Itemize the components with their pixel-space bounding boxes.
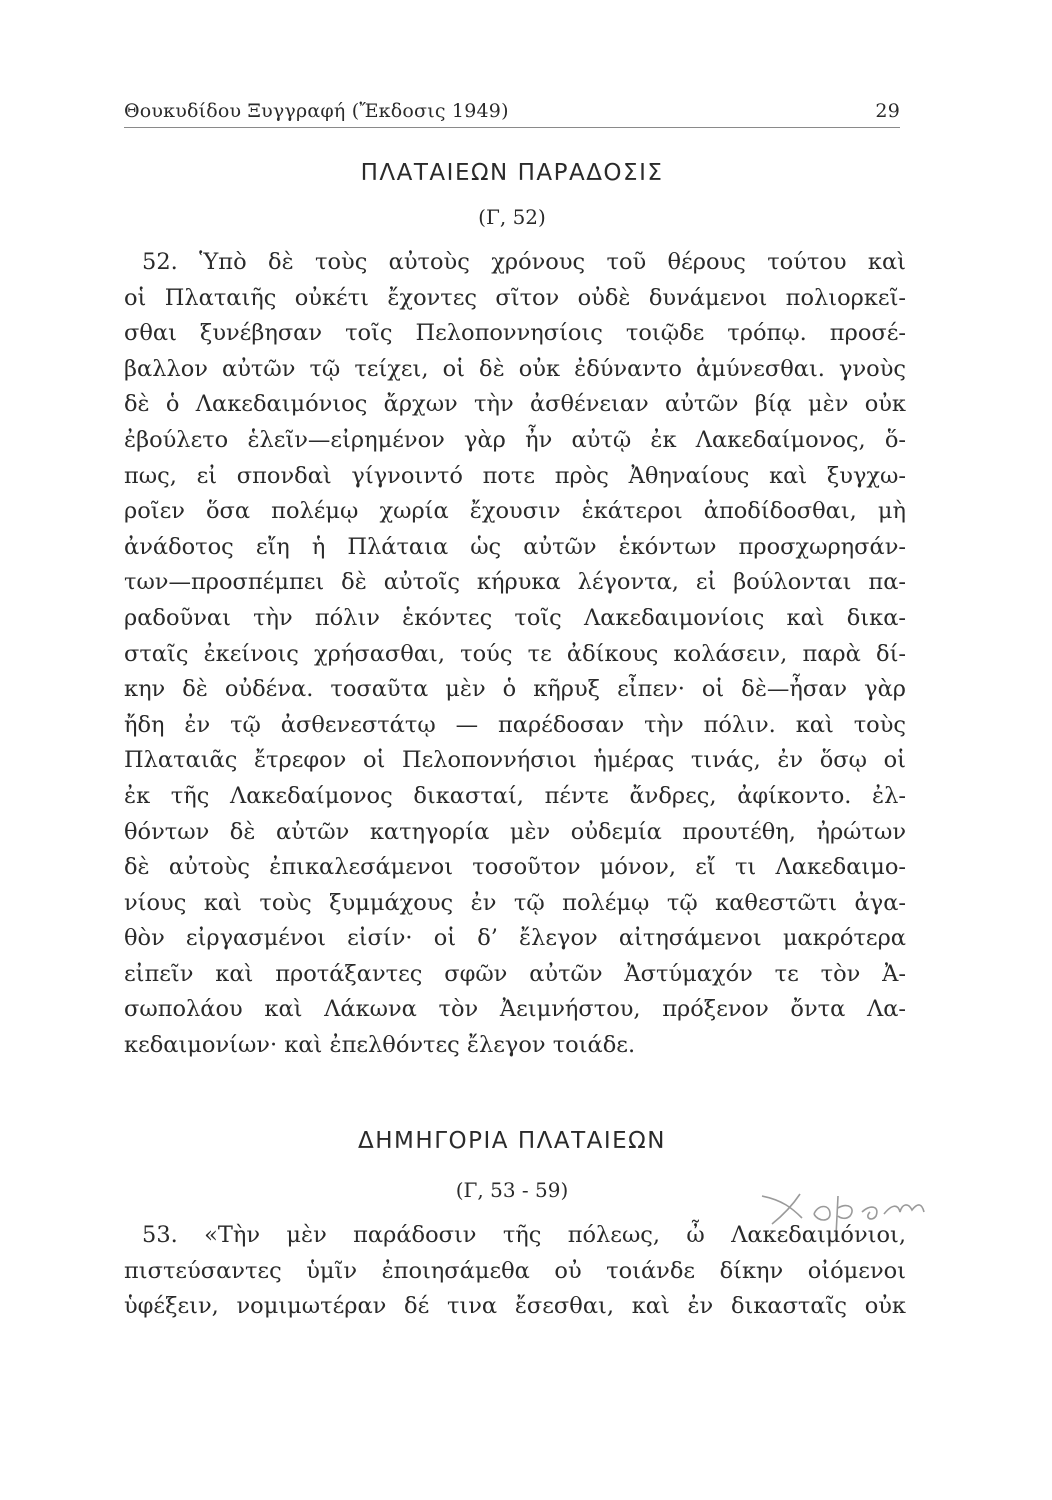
text-line: εἰπεῖν καὶ προτάξαντες σφῶν αὐτῶν Ἀστύμαχόν τε τὸν Ἀ- [124, 960, 906, 987]
text-line: δὲ ὁ Λακεδαιμόνιος ἄρχων τὴν ἀσθένειαν αὐτῶν βίᾳ μὲν οὐκ [124, 391, 906, 418]
text-line: δὲ αὐτοὺς ἐπικαλεσάμενοι τοσοῦτον μόνον, εἴ τι Λακεδαιμο- [124, 854, 906, 881]
text-line: σωπολάου καὶ Λάκωνα τὸν Ἀειμνήστου, πρόξενον ὄντα Λα- [124, 996, 906, 1023]
text-line: σθαι ξυνέβησαν τοῖς Πελοποννησίοις τοιῷδε τρόπῳ. προσέ- [124, 320, 906, 347]
text-line: ροῖεν ὅσα πολέμῳ χωρία ἔχουσιν ἑκάτεροι ἀποδίδοσθαι, μὴ [124, 498, 906, 525]
text-line: 52. Ὑπὸ δὲ τοὺς αὐτοὺς χρόνους τοῦ θέρους τούτου καὶ [142, 249, 906, 275]
header-rule [124, 127, 900, 128]
text-line: των—προσπέμπει δὲ αὐτοῖς κήρυκα λέγοντα, εἰ βούλονται πα- [124, 569, 906, 596]
text-line: οἱ Πλαταιῆς οὐκέτι ἔχοντες σῖτον οὐδὲ δυνάμενοι πολιορκεῖ- [124, 284, 906, 311]
section-ref-52: (Γ, 52) [478, 205, 546, 229]
text-line: θὸν εἰργασμένοι εἰσίν· οἱ δ’ ἔλεγον αἰτησάμενοι μακρότερα [124, 925, 906, 952]
text-line: ραδοῦναι τὴν πόλιν ἑκόντες τοῖς Λακεδαιμονίοις καὶ δικα- [124, 604, 906, 631]
text-line: πως, εἰ σπονδαὶ γίγνοιντό ποτε πρὸς Ἀθηναίους καὶ ξυγχω- [124, 462, 906, 489]
section-ref-53-59: (Γ, 53 - 59) [455, 1178, 569, 1202]
text-line: σταῖς ἐκείνοις χρήσασθαι, τούς τε ἀδίκους κολάσειν, παρὰ δί- [124, 640, 906, 667]
text-line: θόντων δὲ αὐτῶν κατηγορία μὲν οὐδεμία προυτέθη, ἠρώτων [124, 818, 906, 845]
text-line: ὑφέξειν, νομιμωτέραν δέ τινα ἔσεσθαι, καὶ ἐν δικασταῖς οὐκ [124, 1293, 906, 1320]
text-line: πιστεύσαντες ὑμῖν ἐποιησάμεθα οὐ τοιάνδε δίκην οἰόμενοι [124, 1257, 906, 1284]
text-line: κεδαιμονίων· καὶ ἐπελθόντες ἔλεγον τοιάδε. [124, 1032, 636, 1059]
text-line: Πλαταιᾶς ἔτρεφον οἱ Πελοποννήσιοι ἡμέρας τινάς, ἐν ὅσῳ οἱ [124, 747, 906, 774]
text-line: νίους καὶ τοὺς ξυμμάχους ἐν τῷ πολέμῳ τῷ καθεστῶτι ἀγα- [124, 889, 906, 916]
text-line: βαλλον αὐτῶν τῷ τείχει, οἱ δὲ οὐκ ἐδύναντο ἀμύνεσθαι. γνοὺς [124, 355, 906, 382]
text-line: ἀνάδοτος εἴη ἡ Πλάταια ὡς αὐτῶν ἑκόντων προσχωρησάν- [124, 533, 906, 560]
running-head [124, 100, 900, 122]
running-head-title: Θουκυδίδου Ξυγγραφή (Ἔκδοσις 1949) [124, 100, 509, 122]
page-number: 29 [875, 100, 900, 122]
text-line: 53. «Τὴν μὲν παράδοσιν τῆς πόλεως, ὦ Λακεδαιμόνιοι, [142, 1222, 906, 1248]
section-title-paradosis: ΠΛΑΤΑΙΕΩΝ ΠΑΡΑΔΟΣΙΣ [360, 160, 664, 186]
section-title-demegoria: ΔΗΜΗΓΟΡΙΑ ΠΛΑΤΑΙΕΩΝ [358, 1128, 666, 1154]
paragraph-53 [124, 1218, 906, 1325]
text-line: κην δὲ οὐδένα. τοσαῦτα μὲν ὁ κῆρυξ εἶπεν· οἱ δὲ—ἦσαν γὰρ [124, 676, 906, 703]
text-line: ἐβούλετο ἑλεῖν—εἰρημένον γὰρ ἦν αὐτῷ ἐκ Λακεδαίμονος, ὅ- [124, 426, 906, 453]
text-line: ἤδη ἐν τῷ ἀσθενεστάτῳ — παρέδοσαν τὴν πόλιν. καὶ τοὺς [124, 711, 906, 738]
paragraph-52 [124, 245, 906, 1064]
text-line: ἐκ τῆς Λακεδαίμονος δικασταί, πέντε ἄνδρες, ἀφίκοντο. ἐλ- [124, 782, 906, 809]
